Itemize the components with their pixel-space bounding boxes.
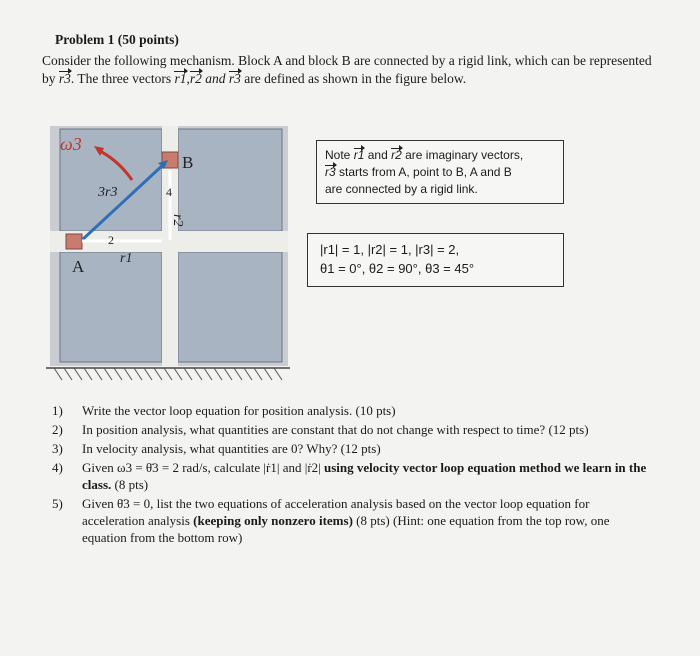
question-5: 5) Given θ̈3 = 0, list the two equations of acceleration analysis based on the vector loop equation for acceleration analysis (keeping only nonzero items) (8 pts) (Hint: one equation from the top row, one equation from the bottom row) (52, 496, 610, 545)
label-two: 2 (108, 233, 114, 247)
vector-r2: r2 (391, 148, 402, 162)
vector-r3: r3 (58, 71, 71, 86)
label-a: A (72, 257, 85, 276)
vector-r3: r3 (228, 71, 241, 86)
vector-r1: r1 (353, 148, 365, 162)
vector-r3: r3 (325, 165, 336, 179)
question-4: 4) Given ω3 = θ̇3 = 2 rad/s, calculate |ṙ1| and |ṙ2| using velocity vector loop equation method we learn in the class. (8 pts) (52, 460, 647, 492)
question-1: 1) Write the vector loop equation for position analysis. (10 pts) (52, 403, 396, 418)
label-b: B (182, 153, 194, 172)
vector-r2: r2 (189, 71, 202, 86)
problem-title: Problem 1 (50 points) (55, 32, 179, 47)
bottom-right-block (178, 252, 282, 362)
label-r3: 3r3 (98, 185, 118, 200)
top-right-block (178, 129, 282, 231)
block-a (66, 234, 82, 249)
label-r2: r2 (170, 214, 185, 227)
question-3: 3) In velocity analysis, what quantities are 0? Why? (12 pts) (52, 441, 381, 456)
problem-intro: Consider the following mechanism. Block A and block B are connected by a rigid link, which can be represented by r3. The three vectors r1,r2 and r3 are defined as shown in the figure below. (42, 53, 652, 86)
ground-hatch (54, 368, 282, 380)
note-box-values: |r1| = 1, |r2| = 1, |r3| = 2, θ1 = 0°, θ2 = 90°, θ3 = 45° (307, 233, 564, 287)
vector-r1: r1 (174, 71, 187, 86)
label-four: 4 (166, 185, 172, 199)
label-r1: r1 (120, 251, 133, 266)
questions-list (52, 402, 652, 548)
note-box-vectors: Note r1 and r2 are imaginary vectors, r3 starts from A, point to B, A and B are connected by a rigid link. (316, 140, 564, 204)
omega-label: ω3 (60, 134, 82, 154)
question-2: 2) In position analysis, what quantities are constant that do not change with respect to time? (12 pts) (52, 422, 589, 437)
